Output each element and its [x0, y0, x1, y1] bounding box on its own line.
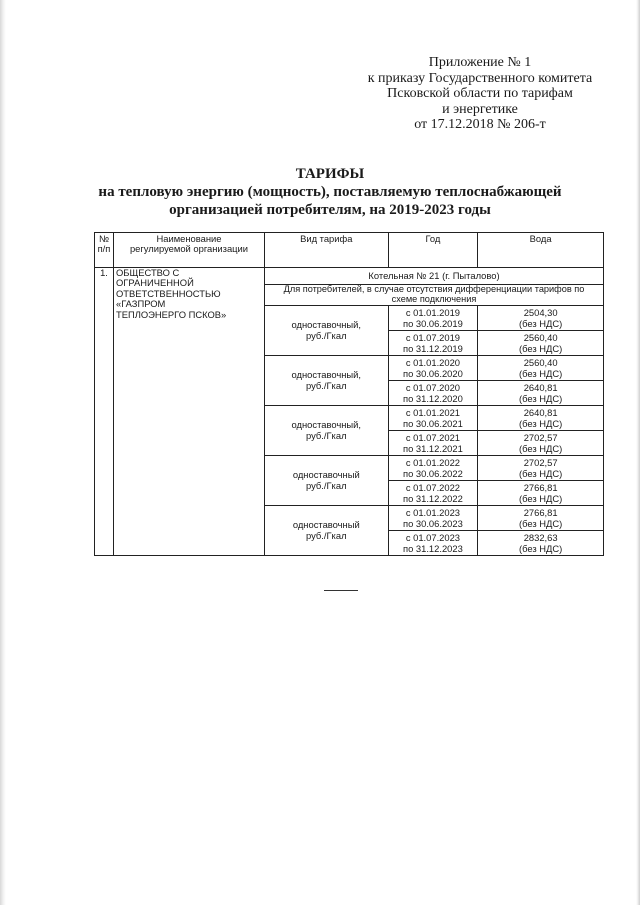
org-name-line: ОГРАНИЧЕННОЙ	[116, 277, 194, 289]
period-cell	[388, 331, 478, 356]
tariff-type-line: одноставочный,	[291, 319, 362, 331]
price-value: 2560,40	[523, 357, 558, 368]
price-value: 2832,63	[523, 532, 558, 543]
price-cell	[478, 481, 604, 506]
period-from: с 01.07.2021	[405, 432, 461, 443]
price-cell	[478, 356, 604, 381]
header-organization	[114, 233, 265, 268]
price-cell	[478, 506, 604, 531]
price-vat-note: (без НДС)	[518, 343, 563, 354]
scan-edge-right	[636, 0, 640, 905]
period-cell	[388, 531, 478, 556]
period-to: по 30.06.2021	[403, 418, 463, 429]
period-to: по 31.12.2020	[403, 393, 463, 404]
tariff-type-line: одноставочный	[292, 469, 360, 481]
period-to: по 30.06.2019	[403, 318, 463, 329]
tariff-type-line: одноставочный	[292, 519, 360, 531]
price-vat-note: (без НДС)	[518, 518, 563, 529]
consumer-note-line: схеме подключения	[391, 294, 477, 304]
period-to: по 31.12.2019	[403, 343, 463, 354]
org-name	[114, 268, 265, 556]
price-cell	[478, 406, 604, 431]
price-value: 2702,57	[523, 432, 558, 443]
period-from: с 01.07.2023	[405, 532, 461, 543]
price-value: 2640,81	[523, 382, 558, 393]
tariff-type	[265, 406, 389, 456]
document-title	[60, 165, 600, 219]
header-tariff-type: Вид тарифа	[265, 233, 389, 268]
header-number-line: п/п	[97, 243, 111, 255]
period-from: с 01.01.2019	[405, 307, 461, 318]
period-to: по 31.12.2021	[403, 443, 463, 454]
price-vat-note: (без НДС)	[518, 493, 563, 504]
price-vat-note: (без НДС)	[518, 318, 563, 329]
period-to: по 31.12.2022	[403, 493, 463, 504]
period-from: с 01.01.2023	[405, 507, 461, 518]
price-value: 2766,81	[523, 482, 558, 493]
period-cell	[388, 456, 478, 481]
period-from: с 01.01.2022	[405, 457, 461, 468]
appendix-line: и энергетике	[442, 101, 518, 117]
period-from: с 01.01.2021	[405, 407, 461, 418]
org-name-line: ОБЩЕСТВО С	[116, 267, 180, 278]
tariff-type	[265, 456, 389, 506]
period-cell	[388, 381, 478, 406]
header-number	[95, 233, 114, 268]
period-cell	[388, 481, 478, 506]
appendix-line: Приложение № 1	[428, 55, 532, 70]
header-number-line: №	[98, 233, 110, 244]
header-water: Вода	[478, 233, 604, 268]
period-to: по 30.06.2020	[403, 368, 463, 379]
price-vat-note: (без НДС)	[518, 418, 563, 429]
scan-edge-left	[0, 0, 6, 905]
appendix-line: Псковской области по тарифам	[387, 86, 573, 101]
tariff-type-line: руб./Гкал	[305, 329, 347, 341]
org-name-line: ТЕПЛОЭНЕРГО ПСКОВ»	[116, 308, 227, 320]
period-to: по 31.12.2023	[403, 543, 463, 554]
title-line: на тепловую энергию (мощность), поставляемую теплоснабжающей	[98, 184, 562, 200]
price-vat-note: (без НДС)	[518, 393, 563, 404]
header-organization-line: Наименование	[156, 233, 222, 244]
period-cell	[388, 506, 478, 531]
price-cell	[478, 381, 604, 406]
price-cell	[478, 456, 604, 481]
table-row	[95, 268, 604, 285]
price-vat-note: (без НДС)	[518, 543, 563, 554]
tariff-type-line: руб./Гкал	[305, 379, 347, 391]
price-cell	[478, 331, 604, 356]
tariffs-table	[94, 232, 604, 556]
period-cell	[388, 356, 478, 381]
tariff-type	[265, 356, 389, 406]
price-vat-note: (без НДС)	[518, 368, 563, 379]
tariff-type-line: руб./Гкал	[305, 479, 347, 491]
price-cell	[478, 531, 604, 556]
price-cell	[478, 306, 604, 331]
period-from: с 01.07.2019	[405, 332, 461, 343]
period-cell	[388, 431, 478, 456]
tariff-type	[265, 506, 389, 556]
price-value: 2560,40	[523, 332, 558, 343]
consumer-note	[265, 285, 604, 306]
org-name-line: «ГАЗПРОМ	[116, 298, 166, 310]
period-to: по 30.06.2022	[403, 468, 463, 479]
price-value: 2766,81	[523, 507, 558, 518]
header-year: Год	[388, 233, 478, 268]
period-from: с 01.01.2020	[405, 357, 461, 368]
period-cell	[388, 406, 478, 431]
tariff-type-line: руб./Гкал	[305, 529, 347, 541]
period-from: с 01.07.2022	[405, 482, 461, 493]
header-organization-line: регулируемой организации	[129, 243, 249, 255]
price-vat-note: (без НДС)	[518, 443, 563, 454]
end-of-document-rule	[324, 590, 358, 591]
table-header-row	[95, 233, 604, 268]
price-vat-note: (без НДС)	[518, 468, 563, 479]
period-from: с 01.07.2020	[405, 382, 461, 393]
price-value: 2640,81	[523, 407, 558, 418]
title-line: организацией потребителям, на 2019-2023 годы	[169, 202, 491, 218]
appendix-line: к приказу Государственного комитета	[367, 70, 593, 86]
appendix-reference	[300, 55, 640, 133]
tariff-type	[265, 306, 389, 356]
org-name-line: ОТВЕТСТВЕННОСТЬЮ	[116, 287, 221, 299]
tariff-type-line: одноставочный,	[291, 369, 362, 381]
period-to: по 30.06.2023	[403, 518, 463, 529]
org-number: 1.	[95, 268, 114, 556]
title-line: ТАРИФЫ	[295, 166, 365, 182]
period-cell	[388, 306, 478, 331]
price-cell	[478, 431, 604, 456]
tariff-type-line: одноставочный,	[291, 419, 362, 431]
price-value: 2504,30	[523, 307, 558, 318]
boiler-house: Котельная № 21 (г. Пыталово)	[265, 268, 604, 285]
consumer-note-line: Для потребителей, в случае отсутствия дифференциации тарифов по	[283, 284, 585, 295]
appendix-line: от 17.12.2018 № 206-т	[414, 117, 546, 132]
tariff-type-line: руб./Гкал	[305, 429, 347, 441]
price-value: 2702,57	[523, 457, 558, 468]
